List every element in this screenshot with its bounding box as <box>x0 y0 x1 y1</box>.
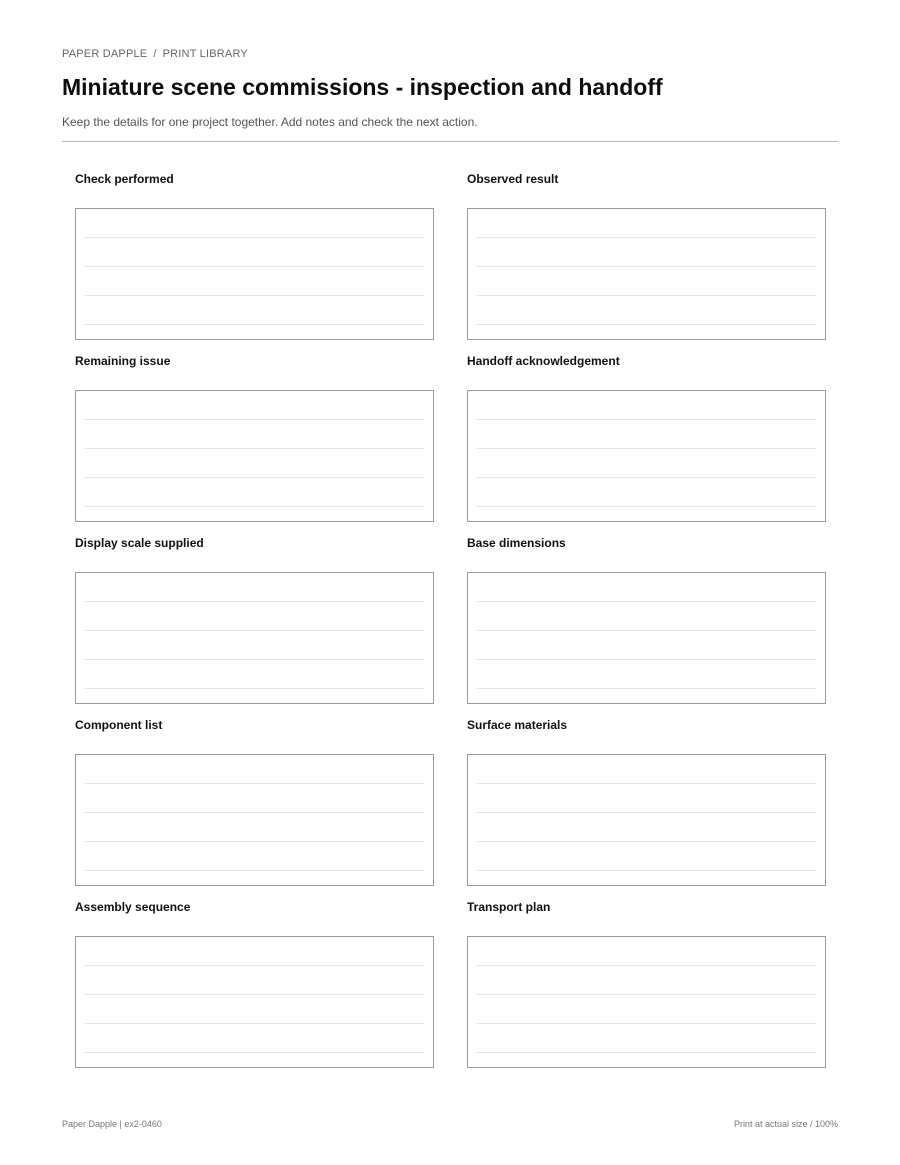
field-transport-plan <box>467 900 826 1068</box>
ruled-line <box>85 783 424 784</box>
ruled-line <box>477 295 816 296</box>
ruled-line <box>85 1052 424 1053</box>
field-writing-area[interactable] <box>467 390 826 522</box>
page-title: Miniature scene commissions - inspection and handoff <box>62 74 663 100</box>
field-assembly-sequence <box>75 900 434 1068</box>
ruled-line <box>85 266 424 267</box>
field-writing-area[interactable] <box>75 208 434 340</box>
field-writing-area[interactable] <box>467 572 826 704</box>
field-label: Component list <box>75 718 163 732</box>
ruled-line <box>477 237 816 238</box>
field-check-performed <box>75 172 434 340</box>
field-base-dimensions <box>467 536 826 704</box>
ruled-line <box>477 506 816 507</box>
field-label: Check performed <box>75 172 174 186</box>
field-surface-materials <box>467 718 826 886</box>
ruled-line <box>85 994 424 995</box>
ruled-line <box>477 870 816 871</box>
field-remaining-issue <box>75 354 434 522</box>
breadcrumb <box>62 48 248 60</box>
breadcrumb-section[interactable]: PRINT LIBRARY <box>162 48 248 60</box>
ruled-line <box>85 295 424 296</box>
ruled-line <box>85 324 424 325</box>
ruled-line <box>85 419 424 420</box>
field-label: Display scale supplied <box>75 536 204 550</box>
ruled-line <box>85 812 424 813</box>
ruled-line <box>477 477 816 478</box>
ruled-line <box>477 448 816 449</box>
field-writing-area[interactable] <box>75 936 434 1068</box>
ruled-line <box>477 630 816 631</box>
ruled-line <box>477 994 816 995</box>
ruled-line <box>85 477 424 478</box>
ruled-line <box>85 659 424 660</box>
page-subtitle: Keep the details for one project together. Add notes and check the next action. <box>62 115 478 129</box>
field-label: Base dimensions <box>467 536 566 550</box>
field-label: Surface materials <box>467 718 568 732</box>
field-label: Transport plan <box>467 900 551 914</box>
ruled-line <box>477 783 816 784</box>
ruled-line <box>85 688 424 689</box>
field-writing-area[interactable] <box>75 572 434 704</box>
ruled-line <box>477 965 816 966</box>
ruled-line <box>477 812 816 813</box>
ruled-line <box>85 841 424 842</box>
field-writing-area[interactable] <box>75 390 434 522</box>
ruled-line <box>477 324 816 325</box>
field-label: Handoff acknowledgement <box>467 354 620 368</box>
field-writing-area[interactable] <box>75 754 434 886</box>
breadcrumb-separator: / <box>153 48 157 60</box>
field-handoff-acknowledgement <box>467 354 826 522</box>
footer-print-note: Print at actual size / 100% <box>733 1119 838 1129</box>
ruled-line <box>477 601 816 602</box>
ruled-line <box>477 841 816 842</box>
ruled-line <box>477 688 816 689</box>
ruled-line <box>85 601 424 602</box>
field-label: Assembly sequence <box>75 900 191 914</box>
field-label: Observed result <box>467 172 559 186</box>
field-display-scale-supplied <box>75 536 434 704</box>
ruled-line <box>477 659 816 660</box>
breadcrumb-brand[interactable]: PAPER DAPPLE <box>62 48 148 60</box>
field-observed-result <box>467 172 826 340</box>
ruled-line <box>477 1023 816 1024</box>
field-label: Remaining issue <box>75 354 171 368</box>
ruled-line <box>85 237 424 238</box>
form-grid <box>75 172 826 1068</box>
ruled-line <box>85 965 424 966</box>
field-writing-area[interactable] <box>467 754 826 886</box>
field-component-list <box>75 718 434 886</box>
ruled-line <box>477 266 816 267</box>
ruled-line <box>85 448 424 449</box>
ruled-line <box>477 1052 816 1053</box>
ruled-line <box>85 1023 424 1024</box>
footer-document-id: Paper Dapple | ex2-0460 <box>62 1119 162 1129</box>
ruled-line <box>477 419 816 420</box>
header-divider <box>62 141 838 142</box>
field-writing-area[interactable] <box>467 936 826 1068</box>
field-writing-area[interactable] <box>467 208 826 340</box>
ruled-line <box>85 870 424 871</box>
ruled-line <box>85 630 424 631</box>
ruled-line <box>85 506 424 507</box>
